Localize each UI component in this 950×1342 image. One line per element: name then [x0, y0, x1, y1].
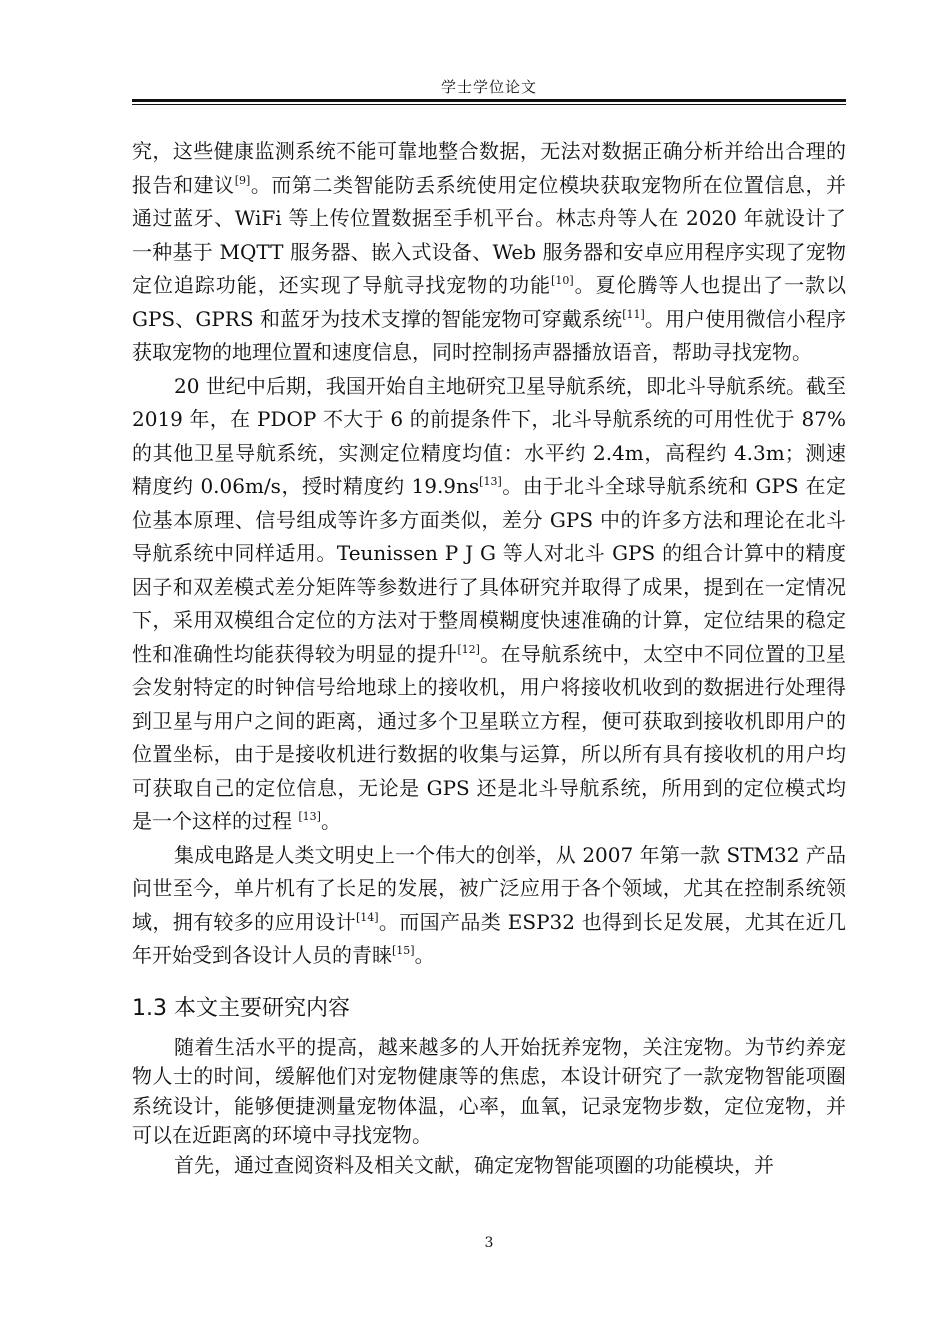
paragraph-text: 。: [320, 809, 341, 833]
paragraph-text: 20 世纪中后期，我国开始自主地研究卫星导航系统，即北斗导航系统。截至 2019 年，在 PDOP 不大于 6 的前提条件下，北斗导航系统的可用性优于 87%的其他卫星导航系统，实测定位精度均值：水平约 2.4m，高程约 4.3m；测速精度约 0.06m/s，授时精度约 19.9ns: [132, 373, 846, 498]
page-number: 3: [484, 1235, 494, 1251]
header-rule-thick: [132, 99, 846, 102]
citation: [13]: [479, 475, 502, 488]
section-heading: 1.3 本文主要研究内容: [132, 995, 350, 1021]
paragraph-text: 。而第二类智能防丢系统使用定位模块获取宠物所在位置信息，并通过蓝牙、WiFi 等上传位置数据至手机平台。林志舟等人在 2020 年就设计了一种基于 MQTT 服务器、嵌入式设备、Web 服务器和安卓应用程序实现了宠物定位追踪功能，还实现了导航寻找宠物的功能: [132, 172, 847, 297]
citation: [12]: [457, 642, 480, 656]
paragraph-research-content: 随着生活水平的提高，越来越多的人开始抚养宠物，关注宠物。为节约养宠物人士的时间，缓解他们对宠物健康等的焦虑，本设计研究了一款宠物智能项圈系统设计，能够便捷测量宠物体温，心率，血氧，记录宠物步数，定位宠物，并可以在近距离的环境中寻找宠物。: [132, 1034, 846, 1147]
paragraph-text: 。夏伦腾等人也提出了一款以 GPS、GPRS 和蓝牙为技术支撑的智能宠物可穿戴系统: [132, 273, 847, 331]
citation: [9]: [234, 173, 251, 187]
citation: [11]: [622, 307, 645, 321]
paragraph-pet-tracking: [132, 135, 846, 370]
paragraph-text: 。用户使用微信小程序获取宠物的地理位置和速度信息，同时控制扬声器播放语音，帮助寻找宠物。: [132, 306, 847, 364]
paragraph-text: 集成电路是人类文明史上一个伟大的创举，从 2007 年第一款 STM32 产品问世至今，单片机有了长足的发展，被广泛应用于各个领域，尤其在控制系统领域，拥有较多的应用设计: [132, 842, 846, 934]
paragraph-text: 。在导航系统中，太空中不同位置的卫星会发射特定的时钟信号给地球上的接收机，用户将接收机收到的数据进行处理得到卫星与用户之间的距离，通过多个卫星联立方程，便可获取到接收机即用户的位置坐标，由于是接收机进行数据的收集与运算，所以所有具有接收机的用户均可获取自己的定位信息，无论是 GPS 还是北斗导航系统，所用到的定位模式均是一个这样的过程: [132, 641, 847, 833]
citation: [13]: [298, 810, 321, 823]
running-header: 学士学位论文: [440, 78, 537, 96]
citation: [10]: [551, 274, 574, 287]
citation: [14]: [355, 910, 379, 924]
paragraph-mcu: [132, 839, 846, 973]
paragraph-text: 。由于北斗全球导航系统和 GPS 在定位基本原理、信号组成等许多方面类似，差分 GPS 中的许多方法和理论在北斗导航系统中同样适用。Teunissen P J G 等人对北斗 GPS 的组合计算中的精度因子和双差模式差分矩阵等参数进行了具体研究并取得了成果，提到在一定情况下，采用双模组合定位的方法对于整周模糊度快速准确的计算，定位结果的稳定性和准确性均能获得较为明显的提升: [132, 474, 846, 666]
paragraph-beidou: [132, 370, 846, 839]
citation: [15]: [392, 944, 415, 957]
paragraph-method: 首先，通过查阅资料及相关文献，确定宠物智能项圈的功能模块，并: [174, 1152, 774, 1177]
header-rule-thin: [132, 104, 846, 105]
paragraph-text: 。而国产品类 ESP32 也得到长足发展，尤其在近几年开始受到各设计人员的青睐: [132, 909, 847, 967]
body-text: [132, 135, 846, 1180]
paragraph-text: 。: [414, 943, 435, 967]
paragraph-text: 究，这些健康监测系统不能可靠地整合数据，无法对数据正确分析并给出合理的报告和建议: [132, 139, 846, 197]
